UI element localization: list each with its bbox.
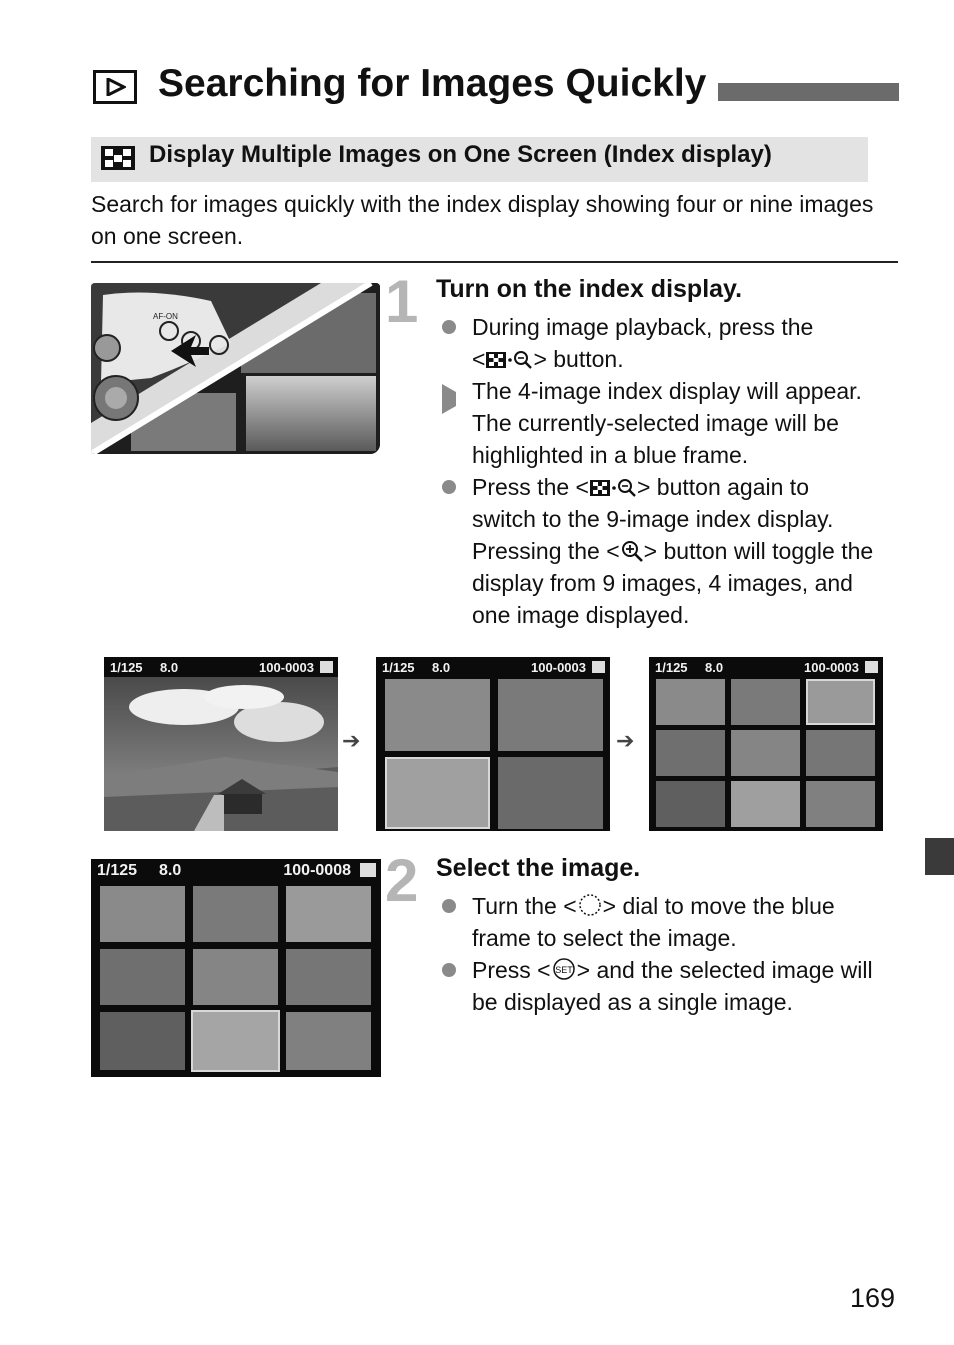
- quick-control-dial-icon: [577, 893, 603, 917]
- thumbnail: [731, 730, 800, 776]
- step-2-number: 2: [385, 847, 419, 914]
- thumbnail: [385, 679, 490, 751]
- cf-card-icon: [360, 863, 376, 877]
- thumbnail: [498, 757, 603, 829]
- page-number: 169: [850, 1283, 896, 1313]
- index-icon: [100, 145, 136, 171]
- cf-card-icon: [865, 661, 878, 673]
- thumbnail-selected: [385, 757, 490, 829]
- playback-icon: [93, 70, 137, 104]
- step-1-title: Turn on the index display.: [436, 275, 743, 303]
- bullet-dot-icon: [442, 320, 456, 334]
- thumbnail: [806, 781, 875, 827]
- result-triangle-icon: [442, 384, 470, 414]
- cf-card-icon: [592, 661, 605, 673]
- thumbnail: [656, 679, 725, 725]
- thumbnail: [656, 730, 725, 776]
- cf-card-icon: [320, 661, 333, 673]
- af-on-label: AF-ON: [153, 312, 178, 321]
- list-item: Press the < > button again to switch to the 9-image index display. Pressing the < > button will toggle the display from 9 images, 4 images, and one image displayed.: [436, 471, 876, 631]
- page-title: Searching for Images Quickly: [158, 62, 707, 105]
- nine-image-index-screen: [649, 657, 883, 831]
- exposure-info-bar: 1/125 8.0 100-0003: [376, 657, 610, 677]
- arrow-icon: ➔: [342, 728, 361, 753]
- thumbnail: [731, 781, 800, 827]
- exposure-info-bar: 1/125 8.0 100-0003: [649, 657, 883, 677]
- arrow-icon: ➔: [616, 728, 635, 753]
- svg-text:SET: SET: [554, 965, 573, 975]
- list-item: The 4-image index display will appear. The currently-selected image will be highlighted in a blue frame.: [436, 375, 876, 471]
- list-item: Turn the < > dial to move the blue frame to select the image.: [436, 890, 876, 954]
- thumbnail: [498, 679, 603, 751]
- magnify-icon: [620, 540, 644, 562]
- bullet-dot-icon: [442, 899, 456, 913]
- bullet-dot-icon: [442, 480, 456, 494]
- thumbnail: [193, 886, 278, 942]
- step-2-title: Select the image.: [436, 854, 641, 882]
- step-2-bullets: [436, 890, 876, 1018]
- thumbnail: [100, 1012, 185, 1070]
- thumbnail: [286, 1012, 371, 1070]
- divider: [91, 261, 898, 263]
- thumbnail: [286, 886, 371, 942]
- title-rule: [718, 83, 899, 101]
- exposure-info-bar: 1/125 8.0 100-0003: [104, 657, 338, 677]
- list-item: Press < SET > and the selected image will be displayed as a single image.: [436, 954, 876, 1018]
- thumbnail: [100, 949, 185, 1005]
- thumbnail-selected: [806, 679, 875, 725]
- index-magnify-button-icon: [485, 350, 533, 370]
- thumbnail: [731, 679, 800, 725]
- nine-image-selection-screen: [91, 859, 381, 1077]
- step-1-bullets: [436, 311, 876, 631]
- bullet-dot-icon: [442, 963, 456, 977]
- index-magnify-button-icon: [589, 478, 637, 498]
- chapter-tab: [925, 838, 954, 875]
- thumbnail: [193, 949, 278, 1005]
- thumbnail: [806, 730, 875, 776]
- list-item: During image playback, press the < > button.: [436, 311, 876, 375]
- step-1-number: 1: [385, 268, 419, 335]
- thumbnail: [656, 781, 725, 827]
- exposure-info-bar: 1/125 8.0 100-0008: [91, 859, 381, 885]
- single-image-screen: [104, 657, 338, 831]
- thumbnail-selected: [191, 1010, 280, 1072]
- section-title: Display Multiple Images on One Screen (Index display): [149, 141, 772, 168]
- thumbnail: [286, 949, 371, 1005]
- set-button-icon: [551, 957, 577, 981]
- four-image-index-screen: [376, 657, 610, 831]
- camera-back-illustration: [91, 283, 380, 454]
- thumbnail: [100, 886, 185, 942]
- intro-text: Search for images quickly with the index display showing four or nine images on one screen.: [91, 191, 874, 249]
